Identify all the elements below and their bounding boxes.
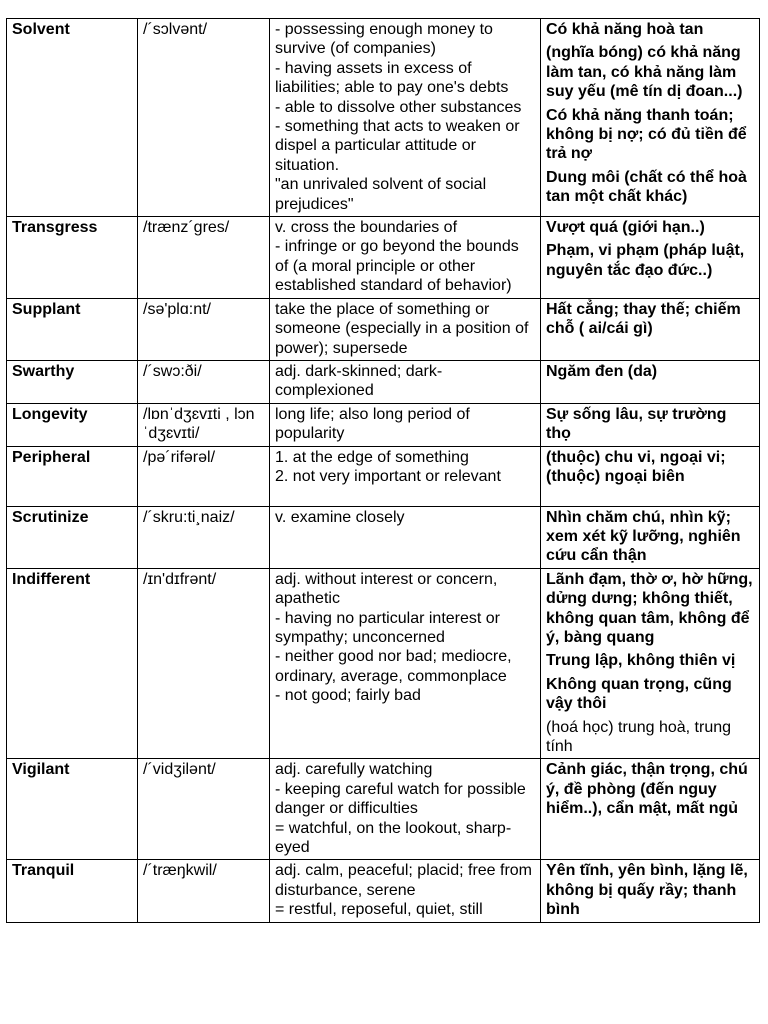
definition-line: = restful, reposeful, quiet, still <box>275 901 483 919</box>
definition-cell <box>270 446 541 506</box>
word-cell: Vigilant <box>7 759 138 860</box>
vietnamese-meaning: Sự sống lâu, sự trường thọ <box>546 405 727 443</box>
vietnamese-meaning: Có khả năng hoà tan <box>546 21 704 38</box>
vietnamese-cell <box>541 403 760 446</box>
definition-cell <box>270 759 541 860</box>
definition-cell <box>270 403 541 446</box>
word-cell: Supplant <box>7 298 138 360</box>
word-cell: Scrutinize <box>7 506 138 568</box>
definition-line: - neither good nor bad; mediocre, ordinary, average, commonplace <box>275 648 512 685</box>
definition-line: adj. dark-skinned; dark-complexioned <box>275 362 443 400</box>
vocabulary-table <box>6 18 760 923</box>
pronunciation-cell: /´skru:ti¸naiz/ <box>138 506 270 568</box>
definition-cell <box>270 360 541 403</box>
pronunciation-cell: /pə´rifərəl/ <box>138 446 270 506</box>
vietnamese-cell <box>541 360 760 403</box>
vietnamese-meaning: Vượt quá (giới hạn..) <box>546 219 705 237</box>
definition-line: 2. not very important or relevant <box>275 467 501 485</box>
vietnamese-cell <box>541 568 760 759</box>
definition-cell <box>270 568 541 759</box>
vietnamese-meaning: (thuộc) chu vi, ngoại vi; (thuộc) ngoại biên <box>546 448 726 485</box>
vietnamese-meaning: Dung môi (chất có thể hoà tan một chất khác) <box>546 168 747 206</box>
definition-line: long life; also long period of popularity <box>275 405 470 443</box>
pronunciation-cell: /´sɔlvənt/ <box>138 19 270 217</box>
word-cell: Solvent <box>7 19 138 217</box>
definition-line: take the place of something or someone (especially in a position of power); supersede <box>275 300 529 357</box>
vietnamese-cell <box>541 298 760 360</box>
definition-cell <box>270 298 541 360</box>
definition-line: - something that acts to weaken or dispel a particular attitude or situation. <box>275 118 520 174</box>
definition-cell <box>270 860 541 922</box>
vietnamese-meaning: (hoá học) trung hoà, trung tính <box>546 718 732 755</box>
definition-cell <box>270 506 541 568</box>
vietnamese-cell <box>541 506 760 568</box>
vietnamese-cell <box>541 446 760 506</box>
definition-line: - not good; fairly bad <box>275 687 421 705</box>
definition-cell <box>270 217 541 299</box>
word-cell: Longevity <box>7 403 138 446</box>
vietnamese-meaning: Ngăm đen (da) <box>546 362 658 380</box>
table-row <box>7 506 760 568</box>
definition-line: - having assets in excess of liabilities; able to pay one's debts <box>275 59 509 97</box>
table-row <box>7 298 760 360</box>
table-row <box>7 446 760 506</box>
vietnamese-cell <box>541 759 760 860</box>
definition-line: "an unrivaled solvent of social prejudices" <box>275 176 487 213</box>
table-row <box>7 360 760 403</box>
pronunciation-cell: /sə'plɑ:nt/ <box>138 298 270 360</box>
table-row <box>7 568 760 759</box>
definition-line: v. cross the boundaries of <box>275 219 458 237</box>
definition-line: adj. calm, peaceful; placid; free from disturbance, serene <box>275 862 533 899</box>
definition-line: adj. without interest or concern, apathetic <box>275 570 498 608</box>
word-cell: Peripheral <box>7 446 138 506</box>
pronunciation-cell: /trænz´gres/ <box>138 217 270 299</box>
vietnamese-meaning: Hất cẳng; thay thế; chiếm chỗ ( ai/cái gì) <box>546 300 741 338</box>
definition-line: - keeping careful watch for possible danger or difficulties <box>275 780 526 818</box>
definition-cell <box>270 19 541 217</box>
vietnamese-meaning: (nghĩa bóng) có khả năng làm tan, có khả năng làm suy yếu (mê tín dị đoan...) <box>546 44 743 101</box>
definition-line: - possessing enough money to survive (of companies) <box>275 21 493 58</box>
table-row <box>7 19 760 217</box>
vietnamese-meaning: Trung lập, không thiên vị <box>546 652 736 670</box>
pronunciation-cell: /lɒnˈdʒɛvɪti , lɔnˈdʒɛvɪti/ <box>138 403 270 446</box>
table-row <box>7 860 760 922</box>
vietnamese-meaning: Có khả năng thanh toán; không bị nợ; có đủ tiền để trả nợ <box>546 106 747 163</box>
definition-line: - able to dissolve other substances <box>275 98 522 116</box>
pronunciation-cell: /ɪn'dɪfrənt/ <box>138 568 270 759</box>
vietnamese-cell <box>541 860 760 922</box>
table-row <box>7 759 760 860</box>
pronunciation-cell: /´vidʒilənt/ <box>138 759 270 860</box>
definition-line: v. examine closely <box>275 508 405 526</box>
table-row <box>7 217 760 299</box>
vietnamese-meaning: Nhìn chăm chú, nhìn kỹ; xem xét kỹ lưỡng, nghiên cứu cẩn thận <box>546 508 741 565</box>
word-cell: Swarthy <box>7 360 138 403</box>
word-cell: Indifferent <box>7 568 138 759</box>
word-cell: Transgress <box>7 217 138 299</box>
vietnamese-meaning: Không quan trọng, cũng vậy thôi <box>546 675 732 713</box>
vietnamese-meaning: Lãnh đạm, thờ ơ, hờ hững, dửng dưng; không thiết, không quan tâm, không để ý, bàng quang <box>546 570 753 646</box>
definition-line: - infringe or go beyond the bounds of (a moral principle or other established standard of behavior) <box>275 238 519 295</box>
pronunciation-cell: /´træŋkwil/ <box>138 860 270 922</box>
vietnamese-meaning: Phạm, vi phạm (pháp luật, nguyên tắc đạo đức..) <box>546 242 745 279</box>
vietnamese-meaning: Yên tĩnh, yên bình, lặng lẽ, không bị quấy rầy; thanh bình <box>546 862 748 919</box>
definition-line: 1. at the edge of something <box>275 448 469 466</box>
definition-line: adj. carefully watching <box>275 761 433 779</box>
word-cell: Tranquil <box>7 860 138 922</box>
definition-line: - having no particular interest or sympathy; unconcerned <box>275 609 500 646</box>
table-row <box>7 403 760 446</box>
vietnamese-cell <box>541 217 760 299</box>
definition-line: = watchful, on the lookout, sharp-eyed <box>275 819 512 857</box>
vietnamese-cell <box>541 19 760 217</box>
pronunciation-cell: /´swɔ:ði/ <box>138 360 270 403</box>
vietnamese-meaning: Cảnh giác, thận trọng, chú ý, đề phòng (đến nguy hiểm..), cẩn mật, mất ngủ <box>546 761 748 818</box>
